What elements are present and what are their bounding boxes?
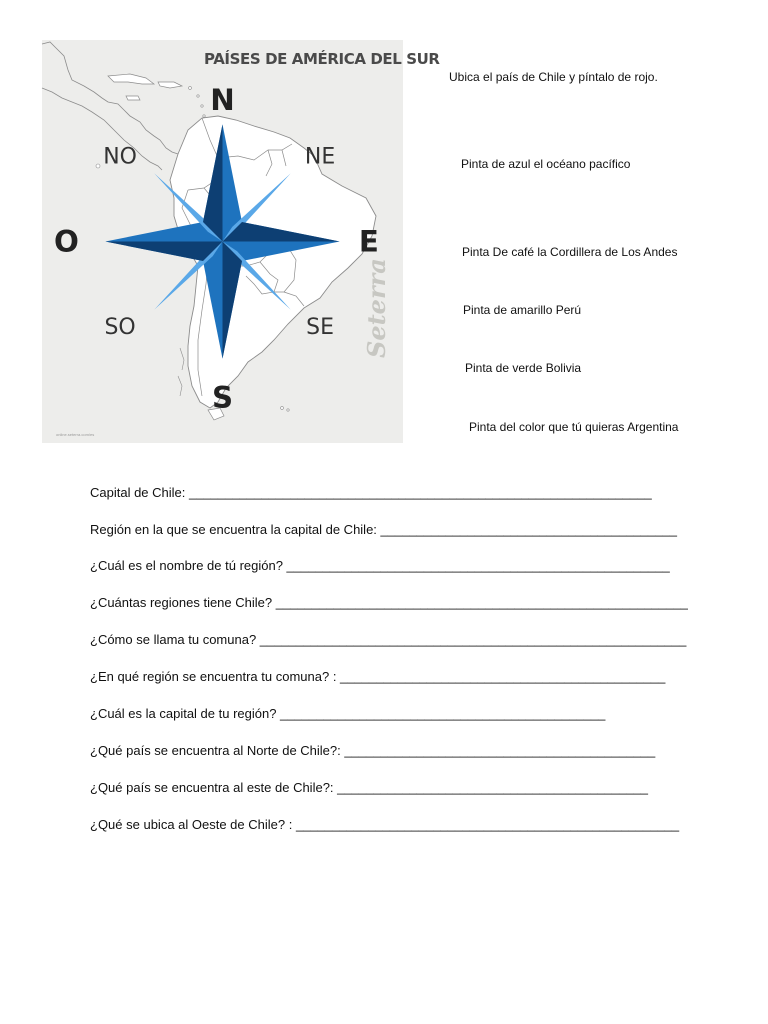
compass-rose-icon xyxy=(42,40,403,443)
question-5: ¿Cómo se llama tu comuna? ___________________________________________________________ xyxy=(90,632,687,647)
compass-so: SO xyxy=(104,315,136,341)
compass-o: O xyxy=(53,224,79,259)
question-4: ¿Cuántas regiones tiene Chile? _________________________________________________________ xyxy=(90,595,688,610)
map-title: PAÍSES DE AMÉRICA DEL SUR xyxy=(204,50,440,68)
question-2: Región en la que se encuentra la capital de Chile: _________________________________________ xyxy=(90,522,677,537)
instruction-4: Pinta de amarillo Perú xyxy=(463,303,582,317)
question-1: Capital de Chile: ________________________________________________________________ xyxy=(90,485,652,500)
question-8: ¿Qué país se encuentra al Norte de Chile?: ___________________________________________ xyxy=(90,743,656,758)
instruction-1: Ubica el país de Chile y píntalo de rojo. xyxy=(449,70,658,84)
question-3: ¿Cuál es el nombre de tú región? _____________________________________________________ xyxy=(90,558,670,573)
compass-no: NO xyxy=(103,144,137,170)
compass-e: E xyxy=(358,224,379,259)
compass-s: S xyxy=(211,380,234,415)
instruction-3: Pinta De café la Cordillera de Los Andes xyxy=(462,245,678,259)
question-9: ¿Qué país se encuentra al este de Chile?: ___________________________________________ xyxy=(90,780,649,795)
instruction-6: Pinta del color que tú quieras Argentina xyxy=(469,420,679,434)
question-7: ¿Cuál es la capital de tu región? _____________________________________________ xyxy=(90,706,606,721)
question-10: ¿Qué se ubica al Oeste de Chile? : _____________________________________________________ xyxy=(90,817,680,832)
instruction-2: Pinta de azul el océano pacífico xyxy=(461,157,631,171)
south-america-map xyxy=(42,40,440,443)
brand-url: online.seterra.com/es xyxy=(56,432,95,437)
compass-ne: NE xyxy=(304,144,336,170)
instruction-5: Pinta de verde Bolivia xyxy=(465,361,582,375)
question-6: ¿En qué región se encuentra tu comuna? : _____________________________________________ xyxy=(90,669,666,684)
compass-n: N xyxy=(210,82,235,117)
seterra-logo: Seterra xyxy=(362,258,391,358)
compass-se: SE xyxy=(306,315,334,341)
